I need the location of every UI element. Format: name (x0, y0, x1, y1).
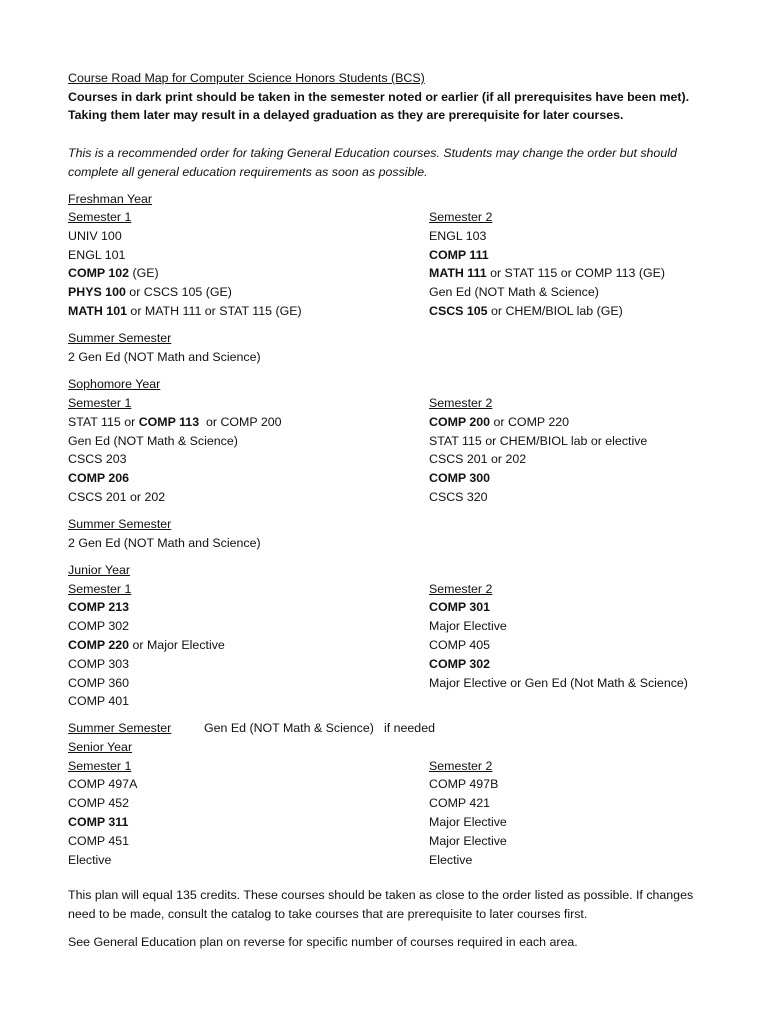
course-row: Major Elective or Gen Ed (Not Math & Science) (429, 676, 688, 690)
course-row: Gen Ed (NOT Math & Science) (429, 285, 599, 299)
course-row: Elective (429, 853, 473, 867)
course-row (68, 304, 302, 319)
course-row: COMP 213 (68, 600, 130, 614)
course-row: COMP 206 (68, 471, 130, 485)
senior-sem1-heading: Semester 1 (68, 759, 132, 773)
course-code-bold: MATH 111 (429, 266, 487, 280)
course-row (68, 638, 225, 653)
course-row: CSCS 201 or 202 (68, 490, 166, 504)
course-row: COMP 301 (429, 600, 491, 614)
course-row (429, 304, 623, 319)
course-code-bold: COMP 220 (68, 638, 130, 652)
course-row: Major Elective (429, 815, 507, 829)
course-row: COMP 401 (68, 694, 130, 708)
junior-summer-text: Gen Ed (NOT Math & Science) (204, 721, 374, 735)
footer-paragraph-2: See General Education plan on reverse for specific number of courses required in each area. (68, 935, 578, 949)
course-code-bold: CSCS 105 (429, 304, 488, 318)
freshman-summer-heading: Summer Semester (68, 331, 172, 345)
course-row (68, 266, 159, 281)
sophomore-sem1-heading: Semester 1 (68, 396, 132, 410)
footer-paragraph-line-2: need to be made, consult the catalog to take courses that are prerequisite to later courses first. (68, 907, 588, 921)
junior-sem2-heading: Semester 2 (429, 582, 493, 596)
course-row: COMP 360 (68, 676, 130, 690)
course-row: STAT 115 or CHEM/BIOL lab or elective (429, 434, 648, 448)
course-row: COMP 303 (68, 657, 130, 671)
course-row: Major Elective (429, 619, 507, 633)
sophomore-summer-text: 2 Gen Ed (NOT Math and Science) (68, 536, 261, 550)
course-text: STAT 115 or (68, 415, 139, 429)
course-row (68, 285, 232, 300)
course-row: UNIV 100 (68, 229, 122, 243)
course-row: COMP 421 (429, 796, 491, 810)
course-row: COMP 302 (429, 657, 491, 671)
freshman-sem1-heading: Semester 1 (68, 210, 132, 224)
course-row (429, 266, 665, 281)
course-row: Elective (68, 853, 112, 867)
course-row: ENGL 101 (68, 248, 126, 262)
notice-bold-line-2: Taking them later may result in a delayed graduation as they are prerequisite for later courses. (68, 108, 624, 122)
course-row: COMP 111 (429, 248, 489, 262)
course-row: CSCS 203 (68, 452, 127, 466)
freshman-sem2-heading: Semester 2 (429, 210, 493, 224)
course-code-bold: COMP 113 (138, 415, 200, 429)
course-text: or COMP 220 (490, 415, 570, 429)
course-code-bold: COMP 200 (429, 415, 491, 429)
course-code-bold: MATH 101 (68, 304, 127, 318)
notice-italic-line-1: This is a recommended order for taking General Education courses. Students may change the order but should (68, 146, 677, 160)
course-text: or COMP 200 (199, 415, 282, 429)
notice-italic-line-2: complete all general education requirements as soon as possible. (68, 165, 428, 179)
course-row: COMP 497A (68, 777, 138, 791)
sophomore-sem2-heading: Semester 2 (429, 396, 493, 410)
course-row: Major Elective (429, 834, 507, 848)
freshman-summer-text: 2 Gen Ed (NOT Math and Science) (68, 350, 261, 364)
course-row (429, 415, 569, 430)
course-row: CSCS 201 or 202 (429, 452, 527, 466)
course-row (68, 415, 282, 430)
sophomore-year-heading: Sophomore Year (68, 377, 161, 391)
course-code-bold: COMP 102 (68, 266, 130, 280)
course-text: or STAT 115 or COMP 113 (GE) (486, 266, 665, 280)
course-row: Gen Ed (NOT Math & Science) (68, 434, 238, 448)
course-code-bold: PHYS 100 (68, 285, 126, 299)
course-row: COMP 451 (68, 834, 130, 848)
senior-sem2-heading: Semester 2 (429, 759, 493, 773)
sophomore-summer-heading: Summer Semester (68, 517, 172, 531)
junior-year-heading: Junior Year (68, 563, 131, 577)
course-row: COMP 405 (429, 638, 491, 652)
course-text: or CSCS 105 (GE) (125, 285, 232, 299)
course-text: or MATH 111 or STAT 115 (GE) (126, 304, 302, 318)
course-text: (GE) (129, 266, 159, 280)
junior-summer-heading: Summer Semester (68, 721, 172, 735)
notice-bold-line-1: Courses in dark print should be taken in the semester noted or earlier (if all prerequisites have been met). (68, 90, 690, 104)
course-row: ENGL 103 (429, 229, 487, 243)
course-row: COMP 452 (68, 796, 130, 810)
document-title: Course Road Map for Computer Science Honors Students (BCS) (68, 71, 425, 85)
course-text: or Major Elective (129, 638, 225, 652)
course-text: or CHEM/BIOL lab (GE) (487, 304, 623, 318)
course-row: CSCS 320 (429, 490, 488, 504)
course-row: COMP 497B (429, 777, 499, 791)
freshman-year-heading: Freshman Year (68, 192, 153, 206)
course-row: COMP 300 (429, 471, 491, 485)
course-row: COMP 302 (68, 619, 130, 633)
junior-sem1-heading: Semester 1 (68, 582, 132, 596)
footer-paragraph-line-1: This plan will equal 135 credits. These courses should be taken as close to the order listed as possible. If changes (68, 888, 694, 902)
course-row: COMP 311 (68, 815, 129, 829)
junior-summer-note: if needed (384, 721, 435, 735)
senior-year-heading: Senior Year (68, 740, 133, 754)
